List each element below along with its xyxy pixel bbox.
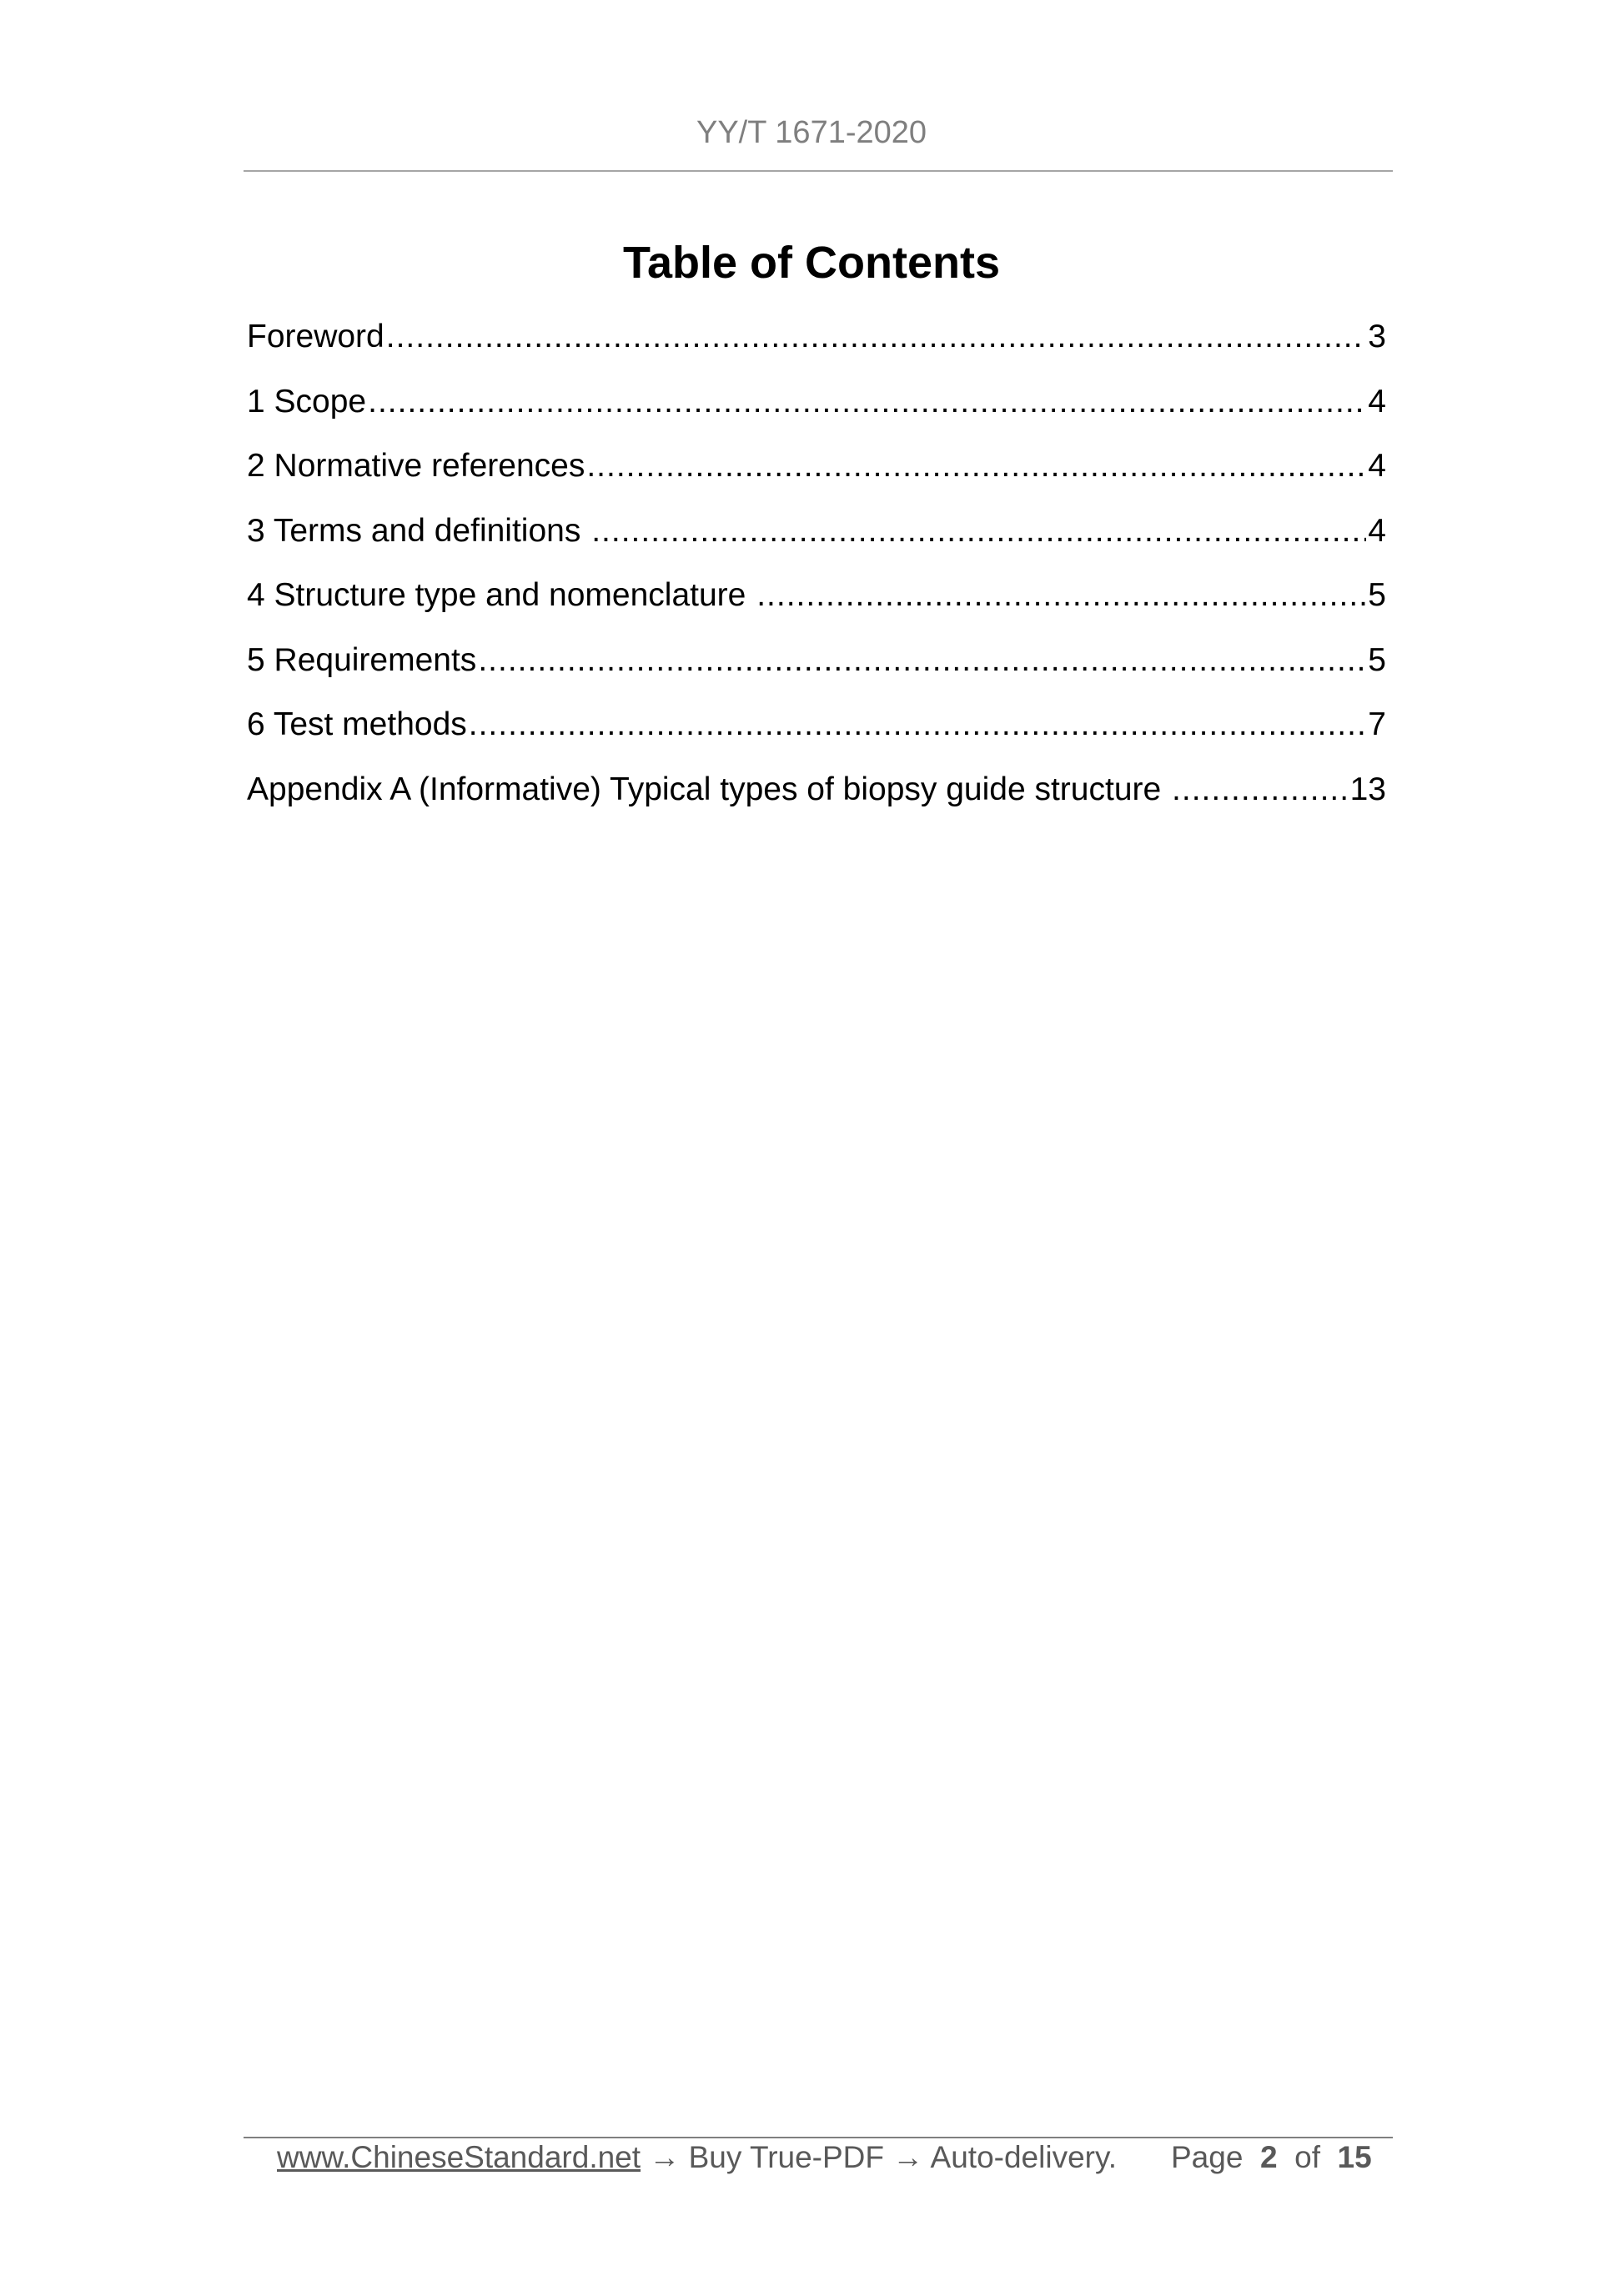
total-pages-number: 15	[1337, 2140, 1372, 2174]
footer	[0, 2140, 1623, 2182]
toc-entry-page: 5	[1368, 641, 1386, 678]
footer-website-link[interactable]: www.ChineseStandard.net	[277, 2140, 641, 2174]
footer-delivery-text: Auto-delivery.	[930, 2140, 1118, 2174]
toc-dot-leader	[386, 319, 1367, 355]
toc-entry-label: Foreword	[247, 319, 384, 354]
toc-entry-page: 3	[1368, 319, 1386, 354]
footer-page-indicator	[1171, 2140, 1372, 2175]
toc-entry-label: Appendix A (Informative) Typical types of biopsy guide structure	[247, 771, 1171, 807]
toc-entry-label: 1 Scope	[247, 383, 367, 420]
toc-entry-page: 4	[1368, 512, 1386, 549]
footer-buy-text: Buy True-PDF	[688, 2140, 885, 2174]
toc-entry-page: 5	[1368, 577, 1386, 613]
footer-promo	[277, 2140, 1117, 2175]
toc-dot-leader	[591, 513, 1366, 550]
toc-entry-page: 4	[1368, 383, 1386, 420]
toc-entry-label: 5 Requirements	[247, 641, 477, 678]
footer-divider	[244, 2137, 1393, 2138]
toc-entry-terms-definitions[interactable]	[247, 513, 1386, 578]
toc-title: Table of Contents	[623, 238, 1000, 288]
toc-entry-structure-type[interactable]	[247, 577, 1386, 642]
toc-entry-page: 4	[1368, 448, 1386, 484]
toc-entry-normative-references[interactable]	[247, 448, 1386, 513]
toc-dot-leader	[478, 642, 1366, 679]
toc-entry-label: 6 Test methods	[247, 706, 467, 742]
toc-entry-appendix-a[interactable]	[247, 771, 1386, 837]
toc-dot-leader	[1172, 771, 1349, 808]
arrow-right-icon: →	[884, 2140, 931, 2174]
header-divider	[244, 170, 1393, 172]
toc-entry-foreword[interactable]	[247, 319, 1386, 384]
toc-entry-label: 3 Terms and definitions	[247, 512, 590, 549]
toc-dot-leader	[586, 448, 1366, 485]
toc-entry-test-methods[interactable]	[247, 706, 1386, 771]
toc-entry-page: 13	[1349, 771, 1386, 807]
current-page-number: 2	[1259, 2140, 1278, 2174]
toc-entry-page: 7	[1368, 706, 1386, 742]
toc-dot-leader	[469, 706, 1367, 743]
toc-entry-requirements[interactable]	[247, 642, 1386, 707]
toc-entry-label: 4 Structure type and nomenclature	[247, 577, 756, 613]
page-word: Page	[1171, 2140, 1244, 2174]
arrow-right-icon: →	[641, 2140, 689, 2174]
toc-entry-scope[interactable]	[247, 384, 1386, 449]
toc-entry-label: 2 Normative references	[247, 448, 585, 484]
toc-dot-leader	[756, 577, 1366, 614]
of-word: of	[1294, 2140, 1320, 2174]
header-doc-id: YY/T 1671-2020	[696, 115, 927, 150]
toc-dot-leader	[368, 384, 1366, 420]
toc-list	[247, 319, 1386, 836]
